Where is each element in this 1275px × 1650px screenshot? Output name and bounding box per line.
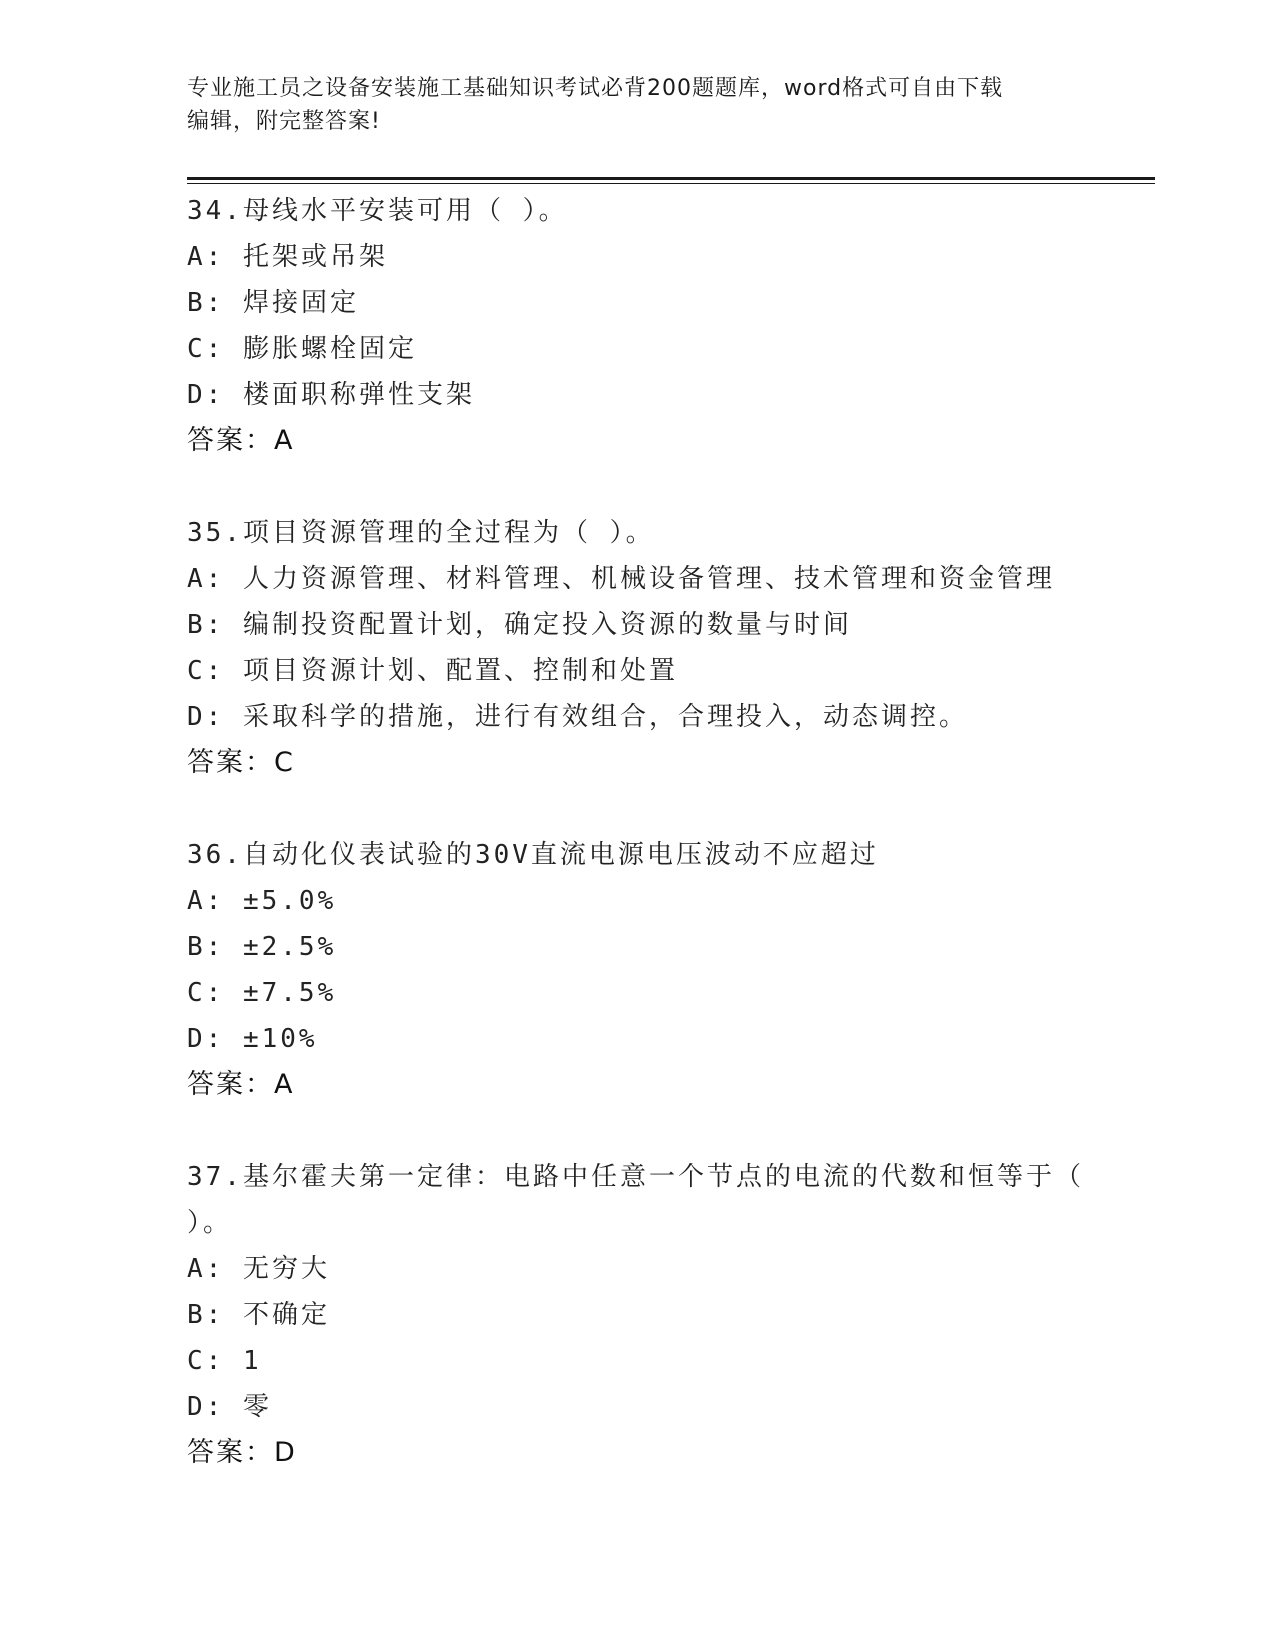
header-title-line2: 编辑，附完整答案! [187,109,381,134]
question-34 [187,188,1087,464]
question-list [187,188,1087,1476]
option-b: B: 不确定 [187,1300,330,1330]
question-stem: 37.基尔霍夫第一定律：电路中任意一个节点的电流的代数和恒等于（ [187,1162,1084,1192]
question-stem: 34.母线水平安装可用（ ）。 [187,196,568,226]
answer-line: 答案：A [187,1069,295,1100]
option-d: D: ±10% [187,1024,318,1054]
option-b: B: 焊接固定 [187,288,359,318]
option-c: C: 1 [187,1346,262,1376]
question-37 [187,1154,1087,1476]
option-a: A: 人力资源管理、材料管理、机械设备管理、技术管理和资金管理 [187,564,1055,594]
question-spacer [187,464,1087,510]
option-b: B: 编制投资配置计划，确定投入资源的数量与时间 [187,610,852,640]
option-b: B: ±2.5% [187,932,337,962]
question-stem: 36.自动化仪表试验的30V直流电源电压波动不应超过 [187,840,879,870]
question-spacer [187,1108,1087,1154]
option-c: C: 项目资源计划、配置、控制和处置 [187,656,678,686]
question-35 [187,510,1087,786]
option-a: A: ±5.0% [187,886,337,916]
option-d: D: 零 [187,1392,272,1422]
header-title-line1: 专业施工员之设备安装施工基础知识考试必背200题题库，word格式可自由下载 [187,76,1004,101]
answer-line: 答案：A [187,425,295,456]
answer-line: 答案：C [187,747,295,778]
question-36 [187,832,1087,1108]
answer-line: 答案：D [187,1437,297,1468]
option-c: C: 膨胀螺栓固定 [187,334,417,364]
document-header [187,72,1067,138]
option-c: C: ±7.5% [187,978,337,1008]
option-a: A: 托架或吊架 [187,242,388,272]
question-stem-continuation: ）。 [187,1208,233,1238]
question-stem: 35.项目资源管理的全过程为（ ）。 [187,518,655,548]
option-a: A: 无穷大 [187,1254,330,1284]
option-d: D: 采取科学的措施，进行有效组合，合理投入，动态调控。 [187,702,968,732]
header-divider-thick [187,177,1155,180]
option-d: D: 楼面职称弹性支架 [187,380,475,410]
header-divider-thin [187,183,1155,184]
question-spacer [187,786,1087,832]
